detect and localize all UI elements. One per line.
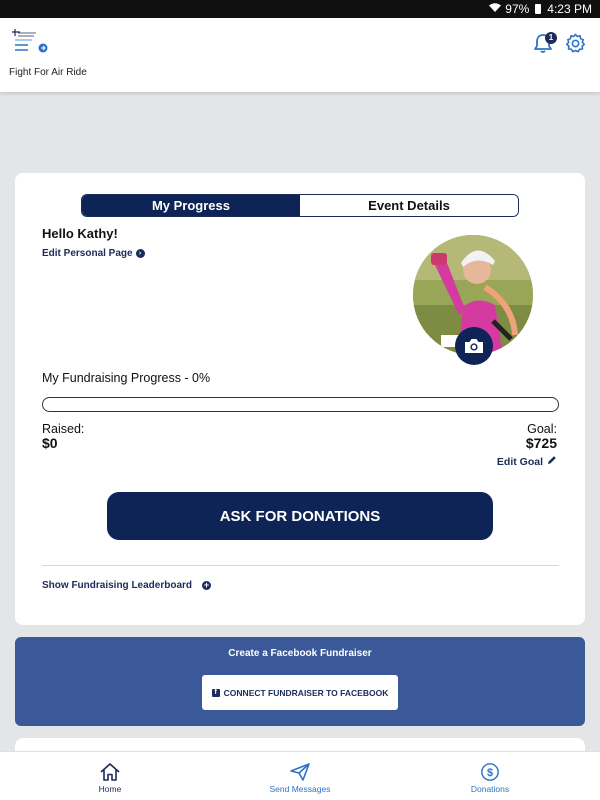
edit-personal-page-link[interactable] <box>42 248 145 259</box>
battery-percent: 97% <box>505 2 530 16</box>
progress-card <box>15 173 585 625</box>
tab-event-details[interactable]: Event Details <box>300 195 518 216</box>
facebook-icon: f <box>212 689 220 697</box>
circle-for-air-logo-icon <box>10 28 50 58</box>
app-title: Fight For Air Ride <box>9 67 87 78</box>
facebook-fundraiser-card <box>15 637 585 726</box>
connect-facebook-label: CONNECT FUNDRAISER TO FACEBOOK <box>223 687 389 698</box>
edit-goal-link[interactable] <box>497 455 557 468</box>
change-photo-button[interactable] <box>455 327 493 365</box>
status-bar <box>0 0 600 18</box>
plus-circle-icon: + <box>203 580 210 590</box>
leaderboard-link-label: Show Fundraising Leaderboard <box>42 580 193 591</box>
bottom-nav <box>0 751 600 800</box>
goal-value: $725 <box>525 435 557 451</box>
wifi-icon <box>489 2 501 16</box>
nav-home-label: Home <box>98 784 122 794</box>
fundraising-progress-label: My Fundraising Progress - 0% <box>42 371 211 385</box>
arrow-right-circle-icon: › <box>136 249 145 258</box>
camera-icon <box>463 337 485 355</box>
nav-home[interactable] <box>60 752 160 800</box>
raised-label: Raised: <box>42 422 85 436</box>
tab-bar <box>81 194 519 217</box>
battery-icon <box>535 4 541 14</box>
clock: 4:23 PM <box>547 2 592 16</box>
greeting: Hello Kathy! <box>42 226 118 241</box>
show-leaderboard-link[interactable] <box>42 580 211 591</box>
ask-for-donations-button[interactable]: ASK FOR DONATIONS <box>107 492 493 540</box>
nav-send-messages-label: Send Messages <box>269 784 331 794</box>
home-icon <box>99 762 121 782</box>
nav-send-messages[interactable] <box>250 752 350 800</box>
edit-goal-label: Edit Goal <box>496 455 543 468</box>
settings-gear-icon[interactable] <box>565 33 586 54</box>
raised-value: $0 <box>42 435 58 451</box>
edit-personal-page-label: Edit Personal Page <box>42 248 133 259</box>
app-header <box>0 18 600 92</box>
svg-text:$: $ <box>486 767 494 780</box>
notification-badge[interactable]: 1 <box>545 32 557 44</box>
facebook-fundraiser-title: Create a Facebook Fundraiser <box>228 648 372 659</box>
dollar-icon <box>479 762 501 782</box>
tab-my-progress[interactable]: My Progress <box>82 195 300 216</box>
send-icon <box>289 762 311 782</box>
divider <box>42 565 559 566</box>
pencil-icon <box>547 455 557 468</box>
goal-label: Goal: <box>527 422 557 436</box>
fundraising-progress-bar <box>42 397 559 412</box>
nav-donations[interactable] <box>440 752 540 800</box>
connect-facebook-button[interactable] <box>202 675 398 710</box>
nav-donations-label: Donations <box>470 784 510 794</box>
